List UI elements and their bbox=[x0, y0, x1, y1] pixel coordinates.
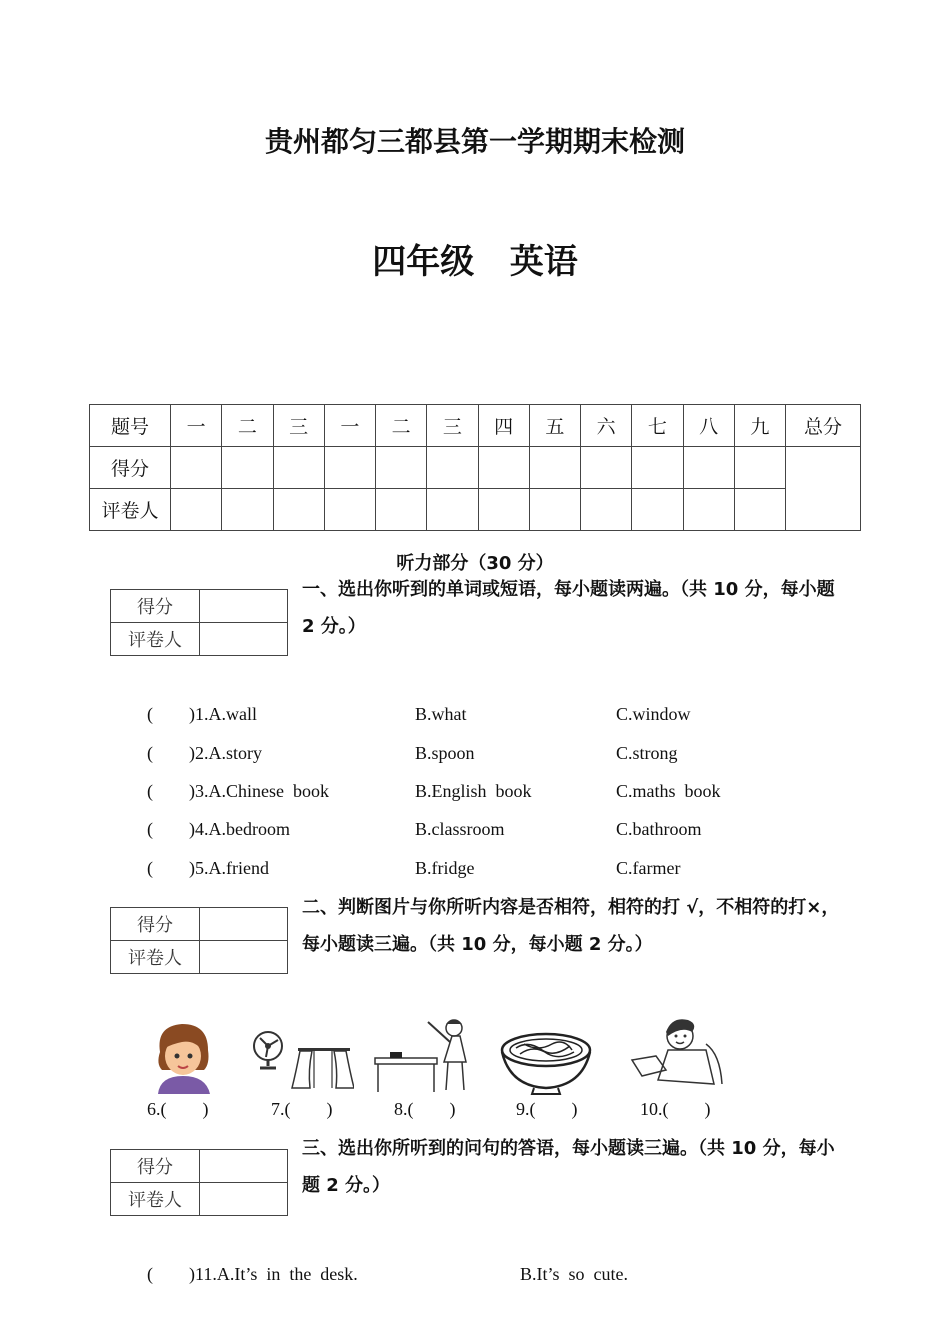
teacher-desk-picture bbox=[372, 1016, 478, 1094]
score-col: 九 bbox=[734, 405, 785, 447]
mini-grader-label: 评卷人 bbox=[111, 623, 200, 656]
score-cell[interactable] bbox=[171, 447, 222, 489]
score-cell[interactable] bbox=[222, 447, 273, 489]
question-row bbox=[0, 781, 950, 805]
listening-heading: 听力部分（30 分） bbox=[396, 553, 554, 574]
question-a[interactable]: ( )4.A.bedroom bbox=[147, 819, 290, 839]
question-row bbox=[0, 858, 950, 882]
picture-answer-6[interactable]: 6.( ) bbox=[147, 1099, 209, 1119]
score-table-total-label: 总分 bbox=[786, 405, 861, 447]
mini-grader-label: 评卷人 bbox=[111, 941, 200, 974]
question-b[interactable]: B.It’s so cute. bbox=[520, 1264, 628, 1284]
grader-cell[interactable] bbox=[734, 489, 785, 531]
question-b[interactable]: B.fridge bbox=[415, 858, 475, 878]
mini-score-cell[interactable] bbox=[200, 908, 288, 941]
picture-answer-8[interactable]: 8.( ) bbox=[394, 1099, 456, 1119]
grader-cell[interactable] bbox=[632, 489, 683, 531]
score-col: 五 bbox=[529, 405, 580, 447]
grader-cell[interactable] bbox=[171, 489, 222, 531]
score-cell[interactable] bbox=[478, 447, 529, 489]
question-a[interactable]: ( )5.A.friend bbox=[147, 858, 269, 878]
question-a[interactable]: ( )1.A.wall bbox=[147, 704, 257, 724]
girl-picture bbox=[152, 1020, 214, 1094]
score-row-label: 评卷人 bbox=[90, 489, 171, 531]
section3-instruction: 三、选出你所听到的问句的答语，每小题读三遍。（共 10 分，每小题 2 分。） bbox=[302, 1138, 835, 1196]
score-cell[interactable] bbox=[529, 447, 580, 489]
question-c[interactable]: C.maths book bbox=[616, 781, 721, 801]
question-c[interactable]: C.bathroom bbox=[616, 819, 702, 839]
noodles-picture bbox=[498, 1028, 594, 1096]
score-table-header-label: 题号 bbox=[90, 405, 171, 447]
grader-cell[interactable] bbox=[581, 489, 632, 531]
question-a[interactable]: ( )3.A.Chinese book bbox=[147, 781, 329, 801]
question-row bbox=[0, 819, 950, 843]
score-col: 一 bbox=[171, 405, 222, 447]
score-col: 二 bbox=[376, 405, 427, 447]
question-c[interactable]: C.farmer bbox=[616, 858, 681, 878]
question-c[interactable]: C.window bbox=[616, 704, 691, 724]
section2-instruction: 二、判断图片与你所听内容是否相符，相符的打 √，不相符的打×，每小题读三遍。（共 10 分，每小题 2 分。） bbox=[302, 897, 840, 955]
grader-cell[interactable] bbox=[529, 489, 580, 531]
mini-score-label: 得分 bbox=[111, 1150, 200, 1183]
score-col: 三 bbox=[427, 405, 478, 447]
score-col: 二 bbox=[222, 405, 273, 447]
score-cell[interactable] bbox=[427, 447, 478, 489]
document-title: 贵州都匀三都县第一学期期末检测 bbox=[264, 125, 685, 158]
score-cell[interactable] bbox=[632, 447, 683, 489]
total-score-cell[interactable] bbox=[786, 447, 861, 531]
grader-cell[interactable] bbox=[222, 489, 273, 531]
question-b[interactable]: B.English book bbox=[415, 781, 532, 801]
score-col: 三 bbox=[273, 405, 324, 447]
score-cell[interactable] bbox=[273, 447, 324, 489]
grader-cell[interactable] bbox=[273, 489, 324, 531]
score-col: 一 bbox=[324, 405, 375, 447]
question-c[interactable]: C.strong bbox=[616, 743, 678, 763]
mini-score-label: 得分 bbox=[111, 908, 200, 941]
mini-grader-cell[interactable] bbox=[200, 1183, 288, 1216]
boy-reading-picture bbox=[628, 1014, 726, 1090]
section2-score-box bbox=[110, 907, 288, 974]
score-cell[interactable] bbox=[376, 447, 427, 489]
question-b[interactable]: B.what bbox=[415, 704, 467, 724]
picture-answer-10[interactable]: 10.( ) bbox=[640, 1099, 711, 1119]
score-col: 七 bbox=[632, 405, 683, 447]
score-cell[interactable] bbox=[324, 447, 375, 489]
score-table bbox=[89, 404, 861, 531]
score-col: 四 bbox=[478, 405, 529, 447]
question-a[interactable]: ( )2.A.story bbox=[147, 743, 262, 763]
fan-window-picture bbox=[250, 1026, 354, 1092]
score-row-label: 得分 bbox=[90, 447, 171, 489]
picture-answer-7[interactable]: 7.( ) bbox=[271, 1099, 333, 1119]
grader-cell[interactable] bbox=[427, 489, 478, 531]
question-row bbox=[0, 743, 950, 767]
grader-cell[interactable] bbox=[478, 489, 529, 531]
question-a[interactable]: ( )11.A.It’s in the desk. bbox=[147, 1264, 358, 1284]
question-b[interactable]: B.classroom bbox=[415, 819, 505, 839]
mini-score-cell[interactable] bbox=[200, 1150, 288, 1183]
mini-grader-cell[interactable] bbox=[200, 941, 288, 974]
section3-score-box bbox=[110, 1149, 288, 1216]
question-row bbox=[0, 704, 950, 728]
section1-score-box bbox=[110, 589, 288, 656]
mini-score-label: 得分 bbox=[111, 590, 200, 623]
score-col: 六 bbox=[581, 405, 632, 447]
score-cell[interactable] bbox=[683, 447, 734, 489]
question-row bbox=[0, 1264, 950, 1288]
grader-cell[interactable] bbox=[683, 489, 734, 531]
grader-cell[interactable] bbox=[324, 489, 375, 531]
grader-cell[interactable] bbox=[376, 489, 427, 531]
document-subtitle: 四年级 英语 bbox=[372, 242, 578, 282]
score-col: 八 bbox=[683, 405, 734, 447]
picture-answer-9[interactable]: 9.( ) bbox=[516, 1099, 578, 1119]
question-b[interactable]: B.spoon bbox=[415, 743, 475, 763]
mini-grader-cell[interactable] bbox=[200, 623, 288, 656]
score-cell[interactable] bbox=[581, 447, 632, 489]
mini-grader-label: 评卷人 bbox=[111, 1183, 200, 1216]
score-cell[interactable] bbox=[734, 447, 785, 489]
section1-instruction: 一、选出你听到的单词或短语，每小题读两遍。（共 10 分，每小题 2 分。） bbox=[302, 579, 835, 637]
mini-score-cell[interactable] bbox=[200, 590, 288, 623]
